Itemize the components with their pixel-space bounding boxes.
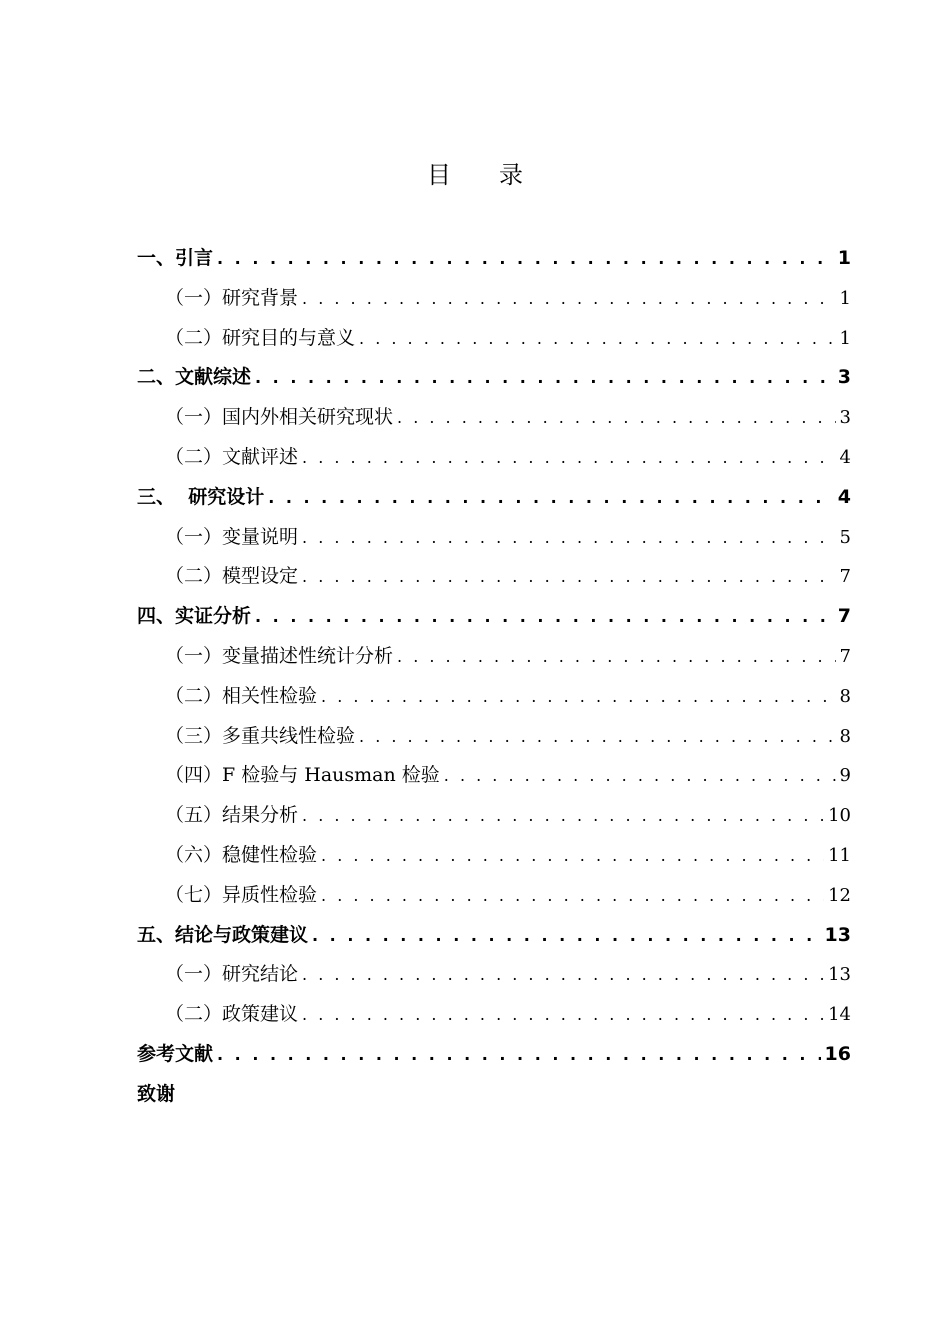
toc-entry-section[interactable] [137, 836, 851, 876]
toc-page-number: 1 [839, 287, 851, 309]
toc-entry-section[interactable] [137, 319, 851, 359]
toc-entry-section[interactable] [137, 955, 851, 995]
toc-dot-leader [217, 1035, 821, 1075]
toc-dot-leader [397, 398, 836, 438]
toc-entry-section[interactable] [137, 398, 851, 438]
toc-page-number: 7 [839, 566, 851, 588]
toc-entry-chapter[interactable] [137, 358, 851, 398]
toc-page-number: 8 [839, 725, 851, 747]
toc-dot-leader [255, 358, 834, 398]
toc-entry-section[interactable] [137, 717, 851, 757]
toc-entry-label: 三、 研究设计 [137, 485, 265, 508]
toc-dot-leader [302, 518, 836, 558]
toc-entry-label: 五、结论与政策建议 [137, 923, 309, 946]
toc-entry-label: （一）变量描述性统计分析 [165, 644, 394, 667]
toc-page-number: 8 [839, 685, 851, 707]
toc-entry-section[interactable] [137, 796, 851, 836]
toc-entry-chapter[interactable] [137, 239, 851, 279]
toc-dot-leader [302, 438, 836, 478]
toc-list [137, 239, 851, 1115]
toc-dot-leader [321, 876, 824, 916]
toc-page-number: 13 [824, 923, 851, 946]
toc-page-number: 4 [839, 446, 851, 468]
toc-entry-section[interactable] [137, 677, 851, 717]
toc-page-number: 11 [828, 844, 851, 866]
toc-entry-section[interactable] [137, 438, 851, 478]
toc-entry-section[interactable] [137, 518, 851, 558]
toc-entry-chapter[interactable] [137, 1075, 851, 1115]
toc-entry-label: 致谢 [137, 1082, 176, 1105]
toc-title-char-1: 目 [427, 161, 451, 189]
toc-page-number: 4 [837, 485, 851, 508]
toc-title [0, 158, 950, 192]
toc-entry-label: （二）相关性检验 [165, 684, 318, 707]
toc-page-number: 3 [837, 366, 851, 389]
toc-entry-label: （四）F 检验与 Hausman 检验 [165, 764, 440, 787]
toc-entry-chapter[interactable] [137, 916, 851, 956]
toc-dot-leader [359, 319, 836, 359]
toc-entry-chapter[interactable] [137, 478, 851, 518]
toc-dot-leader [359, 717, 836, 757]
toc-entry-section[interactable] [137, 995, 851, 1035]
toc-page-number: 13 [828, 964, 851, 986]
toc-dot-leader [302, 995, 824, 1035]
toc-entry-label: （一）变量说明 [165, 525, 299, 548]
toc-dot-leader [302, 557, 836, 597]
toc-entry-label: （一）国内外相关研究现状 [165, 406, 394, 429]
toc-title-char-2: 录 [499, 161, 523, 189]
toc-entry-label: （二）政策建议 [165, 1003, 299, 1026]
toc-entry-label: （一）研究结论 [165, 963, 299, 986]
toc-dot-leader [255, 597, 834, 637]
toc-entry-label: （六）稳健性检验 [165, 843, 318, 866]
toc-entry-label: 参考文献 [137, 1042, 214, 1065]
toc-page-number: 3 [839, 407, 851, 429]
toc-dot-leader [321, 677, 836, 717]
toc-entry-section[interactable] [137, 756, 851, 796]
toc-dot-leader [397, 637, 836, 677]
toc-entry-label: （二）研究目的与意义 [165, 326, 356, 349]
toc-dot-leader [302, 796, 824, 836]
toc-entry-label: （七）异质性检验 [165, 883, 318, 906]
toc-entry-label: （二）文献评述 [165, 445, 299, 468]
toc-dot-leader [302, 955, 824, 995]
toc-entry-label: （二）模型设定 [165, 565, 299, 588]
toc-page-number: 16 [824, 1042, 851, 1065]
toc-dot-leader [321, 836, 824, 876]
toc-page-number: 7 [839, 645, 851, 667]
toc-page-number: 1 [837, 247, 851, 269]
toc-page-number: 9 [839, 765, 851, 787]
toc-entry-section[interactable] [137, 876, 851, 916]
toc-page-number: 1 [839, 327, 851, 349]
toc-entry-label: 四、实证分析 [137, 605, 252, 628]
toc-entry-label: 二、文献综述 [137, 366, 252, 389]
toc-entry-chapter[interactable] [137, 597, 851, 637]
toc-dot-leader [444, 756, 836, 796]
toc-entry-label: （五）结果分析 [165, 804, 299, 827]
toc-dot-leader [268, 478, 834, 518]
toc-page-number: 14 [828, 1004, 851, 1026]
toc-dot-leader [312, 916, 821, 956]
toc-entry-section[interactable] [137, 279, 851, 319]
toc-dot-leader [302, 279, 836, 319]
toc-entry-label: （三）多重共线性检验 [165, 724, 356, 747]
toc-page-number: 10 [828, 805, 851, 827]
toc-entry-chapter[interactable] [137, 1035, 851, 1075]
toc-entry-label: （一）研究背景 [165, 286, 299, 309]
toc-entry-section[interactable] [137, 557, 851, 597]
toc-page-number: 12 [828, 884, 851, 906]
toc-page-number: 7 [837, 605, 851, 628]
toc-entry-section[interactable] [137, 637, 851, 677]
toc-page-number: 5 [839, 526, 851, 548]
toc-entry-label: 一、引言 [137, 247, 214, 269]
toc-dot-leader [217, 239, 834, 279]
